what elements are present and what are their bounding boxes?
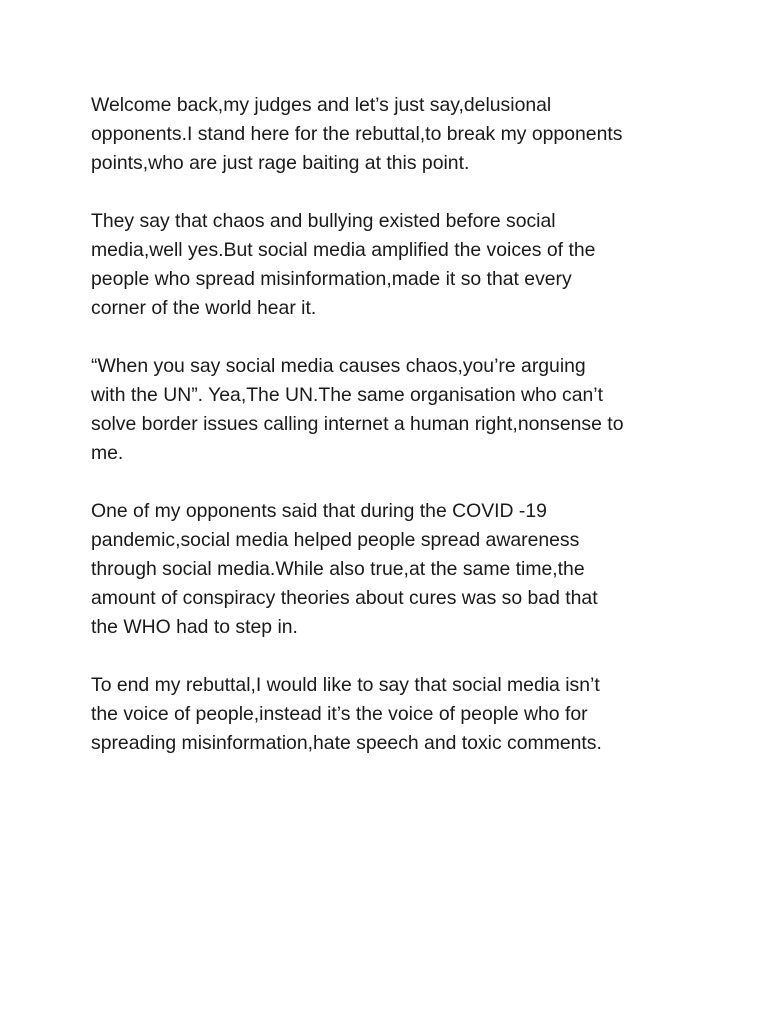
paragraph-covid [91,497,691,642]
document-body [91,91,691,787]
text-line: solve border issues calling internet a human right,nonsense to [91,413,624,435]
paragraph-chaos-bullying [91,207,691,323]
paragraph-conclusion [91,671,691,758]
text-line: the voice of people,instead it’s the voice of people who for [91,703,588,725]
text-line: media,well yes.But social media amplified the voices of the [91,239,596,261]
text-line: amount of conspiracy theories about cures was so bad that [91,587,598,609]
text-line: To end my rebuttal,I would like to say that social media isn’t [91,674,600,696]
text-line: corner of the world hear it. [91,297,317,319]
text-line: people who spread misinformation,made it so that every [91,268,572,290]
text-line: One of my opponents said that during the COVID -19 [91,500,547,522]
text-line: spreading misinformation,hate speech and toxic comments. [91,732,602,754]
text-line: opponents.I stand here for the rebuttal,to break my opponents [91,123,623,145]
text-line: pandemic,social media helped people spread awareness [91,529,580,551]
text-line: the WHO had to step in. [91,616,298,638]
text-line: They say that chaos and bullying existed before social [91,210,556,232]
paragraph-un-argument [91,352,691,468]
text-line: Welcome back,my judges and let’s just say,delusional [91,94,552,116]
paragraph-opening [91,91,691,178]
text-line: me. [91,442,124,464]
text-line: with the UN”. Yea,The UN.The same organisation who can’t [91,384,603,406]
text-line: through social media.While also true,at the same time,the [91,558,585,580]
text-line: points,who are just rage baiting at this point. [91,152,470,174]
text-line: “When you say social media causes chaos,you’re arguing [91,355,586,377]
